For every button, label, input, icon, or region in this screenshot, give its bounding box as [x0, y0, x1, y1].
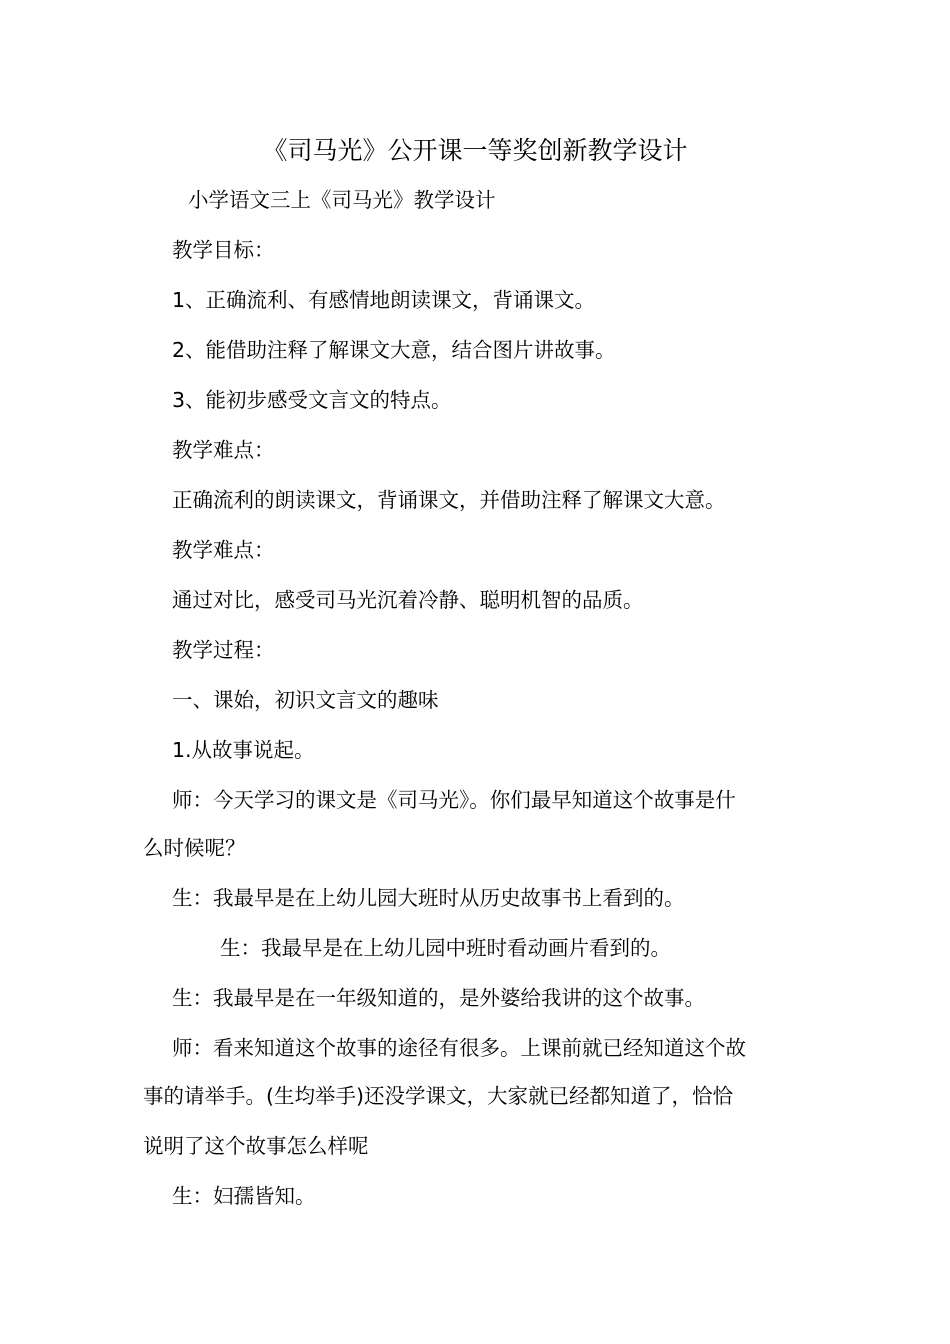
paragraph: 1.从故事说起。: [172, 738, 315, 762]
paragraph: 教学目标：: [172, 238, 275, 262]
paragraph: 生：我最早是在一年级知道的，是外婆给我讲的这个故事。: [172, 986, 705, 1010]
paragraph: 3、能初步感受文言文的特点。: [172, 388, 452, 412]
paragraph: 说明了这个故事怎么样呢: [143, 1134, 369, 1158]
paragraph: 教学难点：: [172, 438, 275, 462]
paragraph: 师：看来知道这个故事的途径有很多。上课前就已经知道这个故: [172, 1036, 746, 1060]
document-title: 《司马光》公开课一等奖创新教学设计: [262, 136, 688, 165]
paragraph: 教学难点：: [172, 538, 275, 562]
paragraph: 生：我最早是在上幼儿园大班时从历史故事书上看到的。: [172, 886, 685, 910]
paragraph: 一、课始，初识文言文的趣味: [172, 688, 439, 712]
paragraph: 生：我最早是在上幼儿园中班时看动画片看到的。: [220, 936, 671, 960]
paragraph: 么时候呢？: [143, 836, 246, 860]
paragraph: 1、正确流利、有感情地朗读课文，背诵课文。: [172, 288, 596, 312]
paragraph: 生：妇孺皆知。: [172, 1184, 316, 1208]
paragraph: 师：今天学习的课文是《司马光》。你们最早知道这个故事是什: [172, 788, 736, 812]
paragraph: 2、能借助注释了解课文大意，结合图片讲故事。: [172, 338, 616, 362]
paragraph: 事的请举手。(生均举手)还没学课文，大家就已经都知道了，恰恰: [143, 1084, 733, 1108]
paragraph: 正确流利的朗读课文，背诵课文，并借助注释了解课文大意。: [172, 488, 726, 512]
paragraph: 通过对比，感受司马光沉着冷静、聪明机智的品质。: [172, 588, 644, 612]
paragraph: 教学过程：: [172, 638, 275, 662]
document-subtitle: 小学语文三上《司马光》教学设计: [188, 188, 496, 212]
